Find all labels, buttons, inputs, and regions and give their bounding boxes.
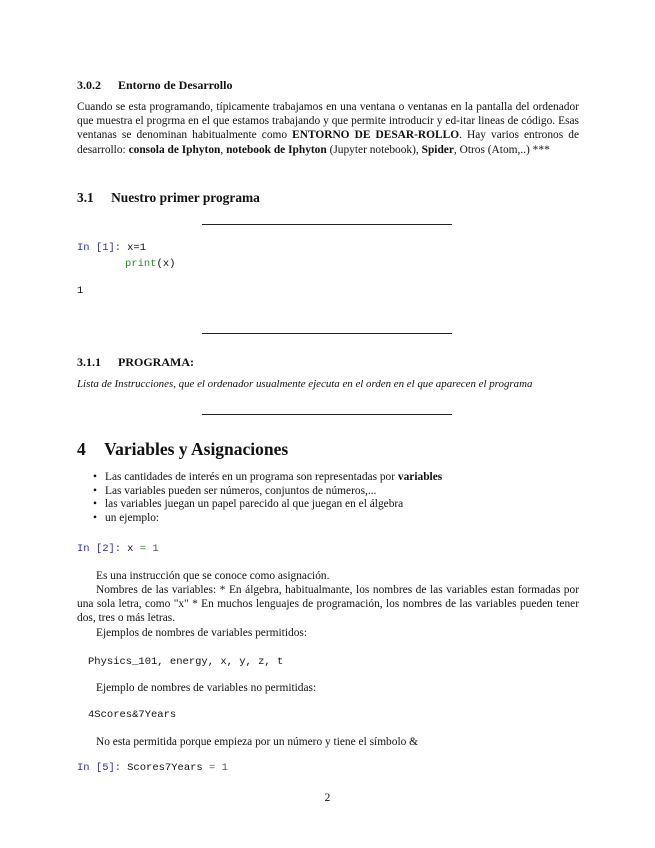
paragraph-text: . Hay varios entronos de desarrollo: xyxy=(77,129,579,156)
code-operator: = xyxy=(209,762,216,774)
bold-text: Spider xyxy=(421,143,454,156)
section-number: 3.1 xyxy=(77,190,94,205)
code-no-permitidas: 4Scores&7Years xyxy=(88,709,177,721)
paragraph-text: (Jupyter notebook), xyxy=(326,143,422,156)
paragraph-asignacion: Es una instrucción que se conoce como asignación. xyxy=(96,570,330,582)
list-item-text: Las cantidades de interés en un programa son representadas por xyxy=(105,471,398,483)
paragraph-text: , xyxy=(220,143,227,156)
code-argument: (x) xyxy=(156,258,176,270)
code-function: print xyxy=(125,258,157,270)
horizontal-rule xyxy=(202,414,452,415)
list-item-text: las variables juegan un papel parecido al que juegan en el álgebra xyxy=(105,498,404,511)
section-heading-3-1 xyxy=(77,190,260,206)
section-heading-3-1-1 xyxy=(77,355,194,370)
code-cell-2 xyxy=(77,543,159,555)
bold-text: ENTORNO DE DESAR-ROLLO xyxy=(292,129,460,142)
section-title: Variables y Asignaciones xyxy=(104,439,289,459)
bullet-list xyxy=(91,471,571,525)
code-value: 1 xyxy=(215,762,228,774)
paragraph-text: Cuando se esta programando, típicamente trabajamos en una ventana o ventanas en la pantalla del ordenador que muestra el progrma en el que estamos trabajando y que permite introducir y ed-itar lineas de código. Esas ventanas se denominan habitualmente como xyxy=(77,101,579,142)
cell-prompt: In [1]: xyxy=(77,242,122,254)
page-number: 2 xyxy=(324,792,331,804)
section-number: 3.0.2 xyxy=(77,78,101,92)
section-title: PROGRAMA: xyxy=(118,355,194,369)
paragraph-entorno xyxy=(77,100,579,157)
definition-text: Lista de Instrucciones, que el ordenador usualmente ejecuta en el orden en el que aparecen el programa xyxy=(77,378,533,390)
horizontal-rule xyxy=(202,333,452,334)
code-operator: = xyxy=(139,543,147,555)
list-item-text: Las variables pueden ser números, conjuntos de números,... xyxy=(105,484,377,497)
code-cell-5 xyxy=(77,762,228,774)
bold-text: notebook de Iphyton xyxy=(226,143,327,156)
code-line-2 xyxy=(125,258,175,270)
paragraph-permitidos: Ejemplos de nombres de variables permitidos: xyxy=(96,627,307,639)
list-item xyxy=(91,512,571,526)
cell-prompt: In [2]: xyxy=(77,543,122,555)
section-title: Nuestro primer programa xyxy=(111,190,260,205)
horizontal-rule xyxy=(202,224,452,225)
code-text: Scores7Years xyxy=(127,762,210,774)
code-line: x=1 xyxy=(127,242,147,254)
paragraph-no-permitidas: Ejemplo de nombres de variables no permitidas: xyxy=(96,682,317,694)
list-item-text: un ejemplo: xyxy=(105,511,160,524)
paragraph-nombres: Nombres de las variables: * En álgebra, habitualmante, los nombres de las variables estan formadas por una sola letra, como "x" * En muchos lenguajes de programación, los nombres de las variables pueden tener dos, tres o más letras. xyxy=(77,584,579,625)
list-item xyxy=(91,471,571,485)
section-title: Entorno de Desarrollo xyxy=(118,78,233,92)
list-item xyxy=(91,498,571,512)
code-cell-1 xyxy=(77,242,146,254)
code-permitidos: Physics_101, energy, x, y, z, t xyxy=(88,656,284,668)
code-value: 1 xyxy=(146,543,159,555)
list-item-bold: variables xyxy=(397,471,443,483)
section-number: 3.1.1 xyxy=(77,355,101,369)
list-item xyxy=(91,485,571,499)
cell-prompt: In [5]: xyxy=(77,762,122,774)
section-heading-4 xyxy=(77,439,288,460)
section-number: 4 xyxy=(77,439,86,459)
cell-output: 1 xyxy=(77,285,84,297)
paragraph-text: , Otros (Atom,..) *** xyxy=(453,143,550,156)
bold-text: consola de Iphyton xyxy=(128,143,221,156)
code-text: x xyxy=(127,543,140,555)
paragraph-razon: No esta permitida porque empieza por un número y tiene el símbolo & xyxy=(96,736,419,748)
section-heading-3-0-2 xyxy=(77,78,232,93)
